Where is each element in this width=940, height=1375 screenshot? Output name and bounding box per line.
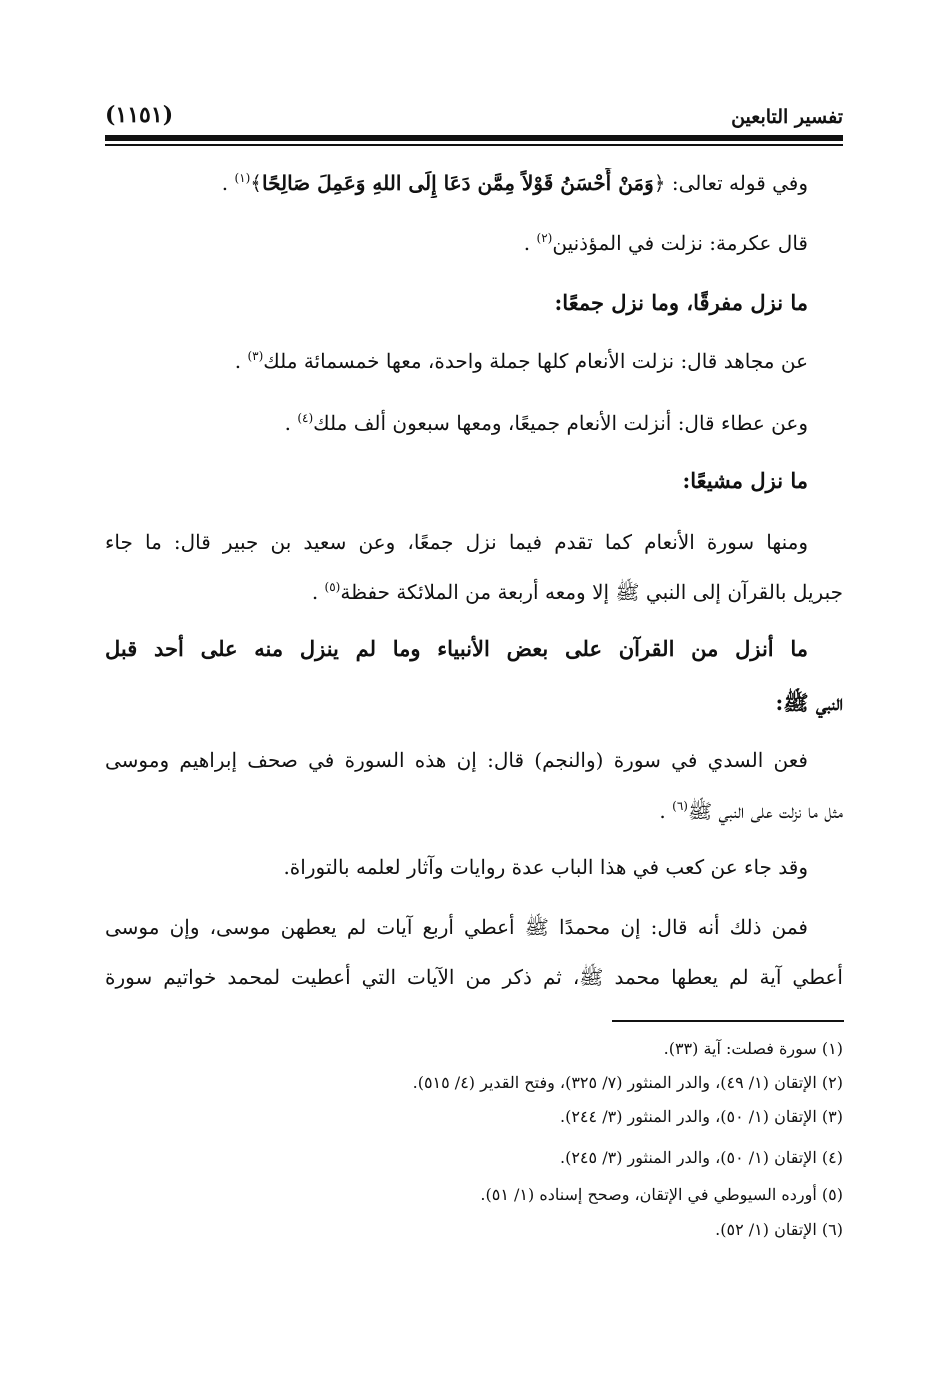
footnote-ref: (٥) — [324, 580, 341, 594]
verse-close-bracket: ﴾ — [250, 171, 262, 195]
line-text: مثل ما نزلت على النبي ﷺ — [687, 799, 843, 823]
body-line — [105, 408, 808, 438]
line-end: . — [311, 580, 325, 604]
body-line: فمن ذلك أنه قال: إن محمدًا ﷺ أعطي أربع آيات لم يعطهن موسى، وإن موسى — [105, 915, 808, 939]
line-end: . — [221, 171, 235, 195]
line-end: . — [659, 799, 673, 823]
line-text: وعن عطاء قال: أنزلت الأنعام جميعًا، ومعها سبعون ألف ملك — [313, 411, 808, 435]
running-title: تفسير التابعين — [731, 106, 843, 128]
footnote-ref: (٢) — [536, 231, 553, 245]
footnote: (١) سورة فصلت: آية (٣٣). — [663, 1039, 843, 1058]
header-rule-thin — [105, 144, 843, 146]
body-line — [105, 228, 808, 258]
body-line: وقد جاء عن كعب في هذا الباب عدة روايات وآثار لعلمه بالتوراة. — [283, 855, 808, 879]
header-rule-thick — [105, 135, 843, 141]
line-text: جبريل بالقرآن إلى النبي ﷺ إلا ومعه أربعة من الملائكة حفظة — [340, 580, 843, 604]
verse-intro: وفي قوله تعالى: ﴿ — [653, 171, 808, 195]
footnote: (٢) الإتقان (١/ ٤٩)، والدر المنثور (٧/ ٣٢٥)، وفتح القدير (٤/ ٥١٥). — [412, 1073, 843, 1092]
footnote-separator — [612, 1020, 844, 1022]
line-end: . — [523, 231, 537, 255]
body-line: ومنها سورة الأنعام كما تقدم فيما نزل جمعًا، وعن سعيد بن جبير قال: ما جاء — [105, 530, 808, 554]
line-text: قال عكرمة: نزلت في المؤذنين — [552, 231, 808, 255]
footnote-ref: (٦) — [672, 799, 688, 813]
footnote: (٣) الإتقان (١/ ٥٠)، والدر المنثور (٣/ ٢٤٤). — [560, 1107, 843, 1126]
body-line — [105, 796, 843, 826]
section-heading: ما أنزل من القرآن على بعض الأنبياء وما لم ينزل منه على أحد قبل — [105, 636, 808, 661]
section-heading: ما نزل مفرقًا، وما نزل جمعًا: — [554, 290, 808, 315]
footnote-ref: (٣) — [247, 349, 264, 363]
section-heading-cont: النبي ﷺ: — [775, 690, 843, 715]
body-line — [105, 168, 808, 198]
body-line — [105, 577, 843, 607]
line-end: . — [284, 411, 298, 435]
body-line: أعطي آية لم يعطها محمد ﷺ، ثم ذكر من الآيات التي أعطيت لمحمد خواتيم سورة — [105, 965, 843, 989]
footnote: (٦) الإتقان (١/ ٥٢). — [715, 1220, 843, 1239]
section-heading: ما نزل مشيعًا: — [682, 468, 808, 493]
page-header — [105, 100, 843, 134]
footnote: (٥) أورده السيوطي في الإتقان، وصحح إسناده (١/ ٥١). — [480, 1185, 843, 1204]
quran-verse: وَمَنْ أَحْسَنُ قَوْلاً مِمَّن دَعَا إِلَى اللهِ وَعَمِلَ صَالِحًا — [261, 171, 654, 195]
page-number: (١١٥١) — [105, 102, 174, 128]
line-end: . — [234, 349, 248, 373]
body-line: فعن السدي في سورة (والنجم) قال: إن هذه السورة في صحف إبراهيم وموسى — [105, 748, 808, 772]
footnote: (٤) الإتقان (١/ ٥٠)، والدر المنثور (٣/ ٢٤٥). — [560, 1148, 843, 1167]
footnote-ref: (١) — [234, 171, 251, 185]
footnote-ref: (٤) — [297, 411, 314, 425]
body-line — [105, 346, 808, 376]
line-text: عن مجاهد قال: نزلت الأنعام كلها جملة واحدة، معها خمسمائة ملك — [263, 349, 808, 373]
